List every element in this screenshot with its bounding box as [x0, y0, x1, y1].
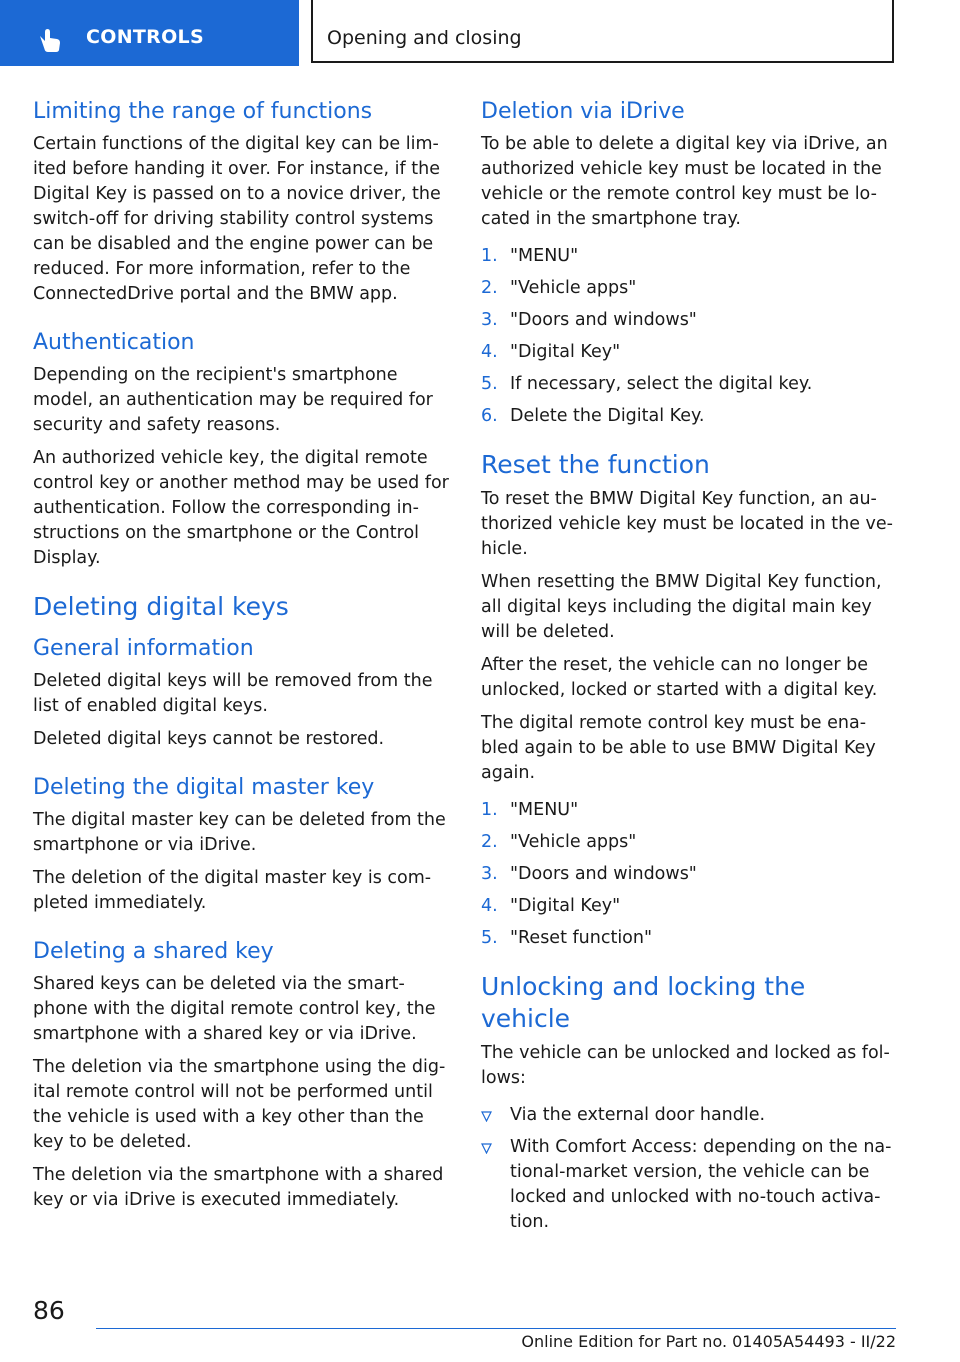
paragraph: Deleted digital keys cannot be restored.	[33, 729, 385, 749]
step-number: 1.	[481, 246, 498, 266]
step-number: 5.	[481, 928, 498, 948]
list-item	[481, 340, 899, 365]
step-number: 4.	[481, 342, 498, 362]
heading-limiting: Limiting the range of functions	[33, 99, 373, 124]
heading-general-info: General information	[33, 636, 254, 661]
step-text: Delete the Digital Key.	[510, 406, 705, 426]
list-item	[481, 926, 899, 951]
step-number: 4.	[481, 896, 498, 916]
paragraph: The digital remote control key must be ena-bled again to be able to use BMW Digital Key again.	[481, 713, 876, 783]
step-number: 5.	[481, 374, 498, 394]
triangle-bullet-icon	[481, 1143, 492, 1154]
heading-deletion-idrive: Deletion via iDrive	[481, 99, 685, 124]
section-tab	[0, 0, 299, 66]
paragraph: The vehicle can be unlocked and locked as fol-lows:	[481, 1043, 890, 1088]
heading-authentication: Authentication	[33, 330, 195, 355]
paragraph: The deletion via the smartphone with a shared key or via iDrive is executed immediately.	[33, 1165, 444, 1210]
list-item	[481, 830, 899, 855]
section-label: CONTROLS	[86, 26, 204, 48]
step-text: "Doors and windows"	[510, 864, 697, 884]
step-number: 3.	[481, 310, 498, 330]
bullet-text: Via the external door handle.	[510, 1105, 766, 1125]
paragraph: Deleted digital keys will be removed from the list of enabled digital keys.	[33, 671, 433, 716]
step-number: 6.	[481, 406, 498, 426]
hand-pointer-icon	[36, 26, 64, 54]
step-text: "Doors and windows"	[510, 310, 697, 330]
paragraph: To reset the BMW Digital Key function, an au-thorized vehicle key must be located in the ve-hicle.	[481, 489, 893, 559]
paragraph: Shared keys can be deleted via the smart-phone with the digital remote control key, the smartphone with a shared key or via iDrive.	[33, 974, 436, 1044]
paragraph: Depending on the recipient's smartphone model, an authentication may be required for security and safety reasons.	[33, 365, 433, 435]
paragraph: The deletion of the digital master key is com-pleted immediately.	[33, 868, 432, 913]
step-text: "Vehicle apps"	[510, 278, 637, 298]
footer-divider	[96, 1328, 896, 1329]
list-item	[481, 894, 899, 919]
step-text: "Reset function"	[510, 928, 653, 948]
chapter-title-box	[311, 0, 894, 63]
paragraph: When resetting the BMW Digital Key function, all digital keys including the digital main key will be deleted.	[481, 572, 882, 642]
step-text: "MENU"	[510, 246, 579, 266]
heading-unlocking-locking: Unlocking and locking the vehicle	[481, 972, 806, 1033]
heading-reset-function: Reset the function	[481, 450, 710, 479]
idrive-steps	[481, 244, 899, 429]
page-number: 86	[33, 1296, 65, 1325]
left-column	[33, 98, 451, 1221]
heading-master-key: Deleting the digital master key	[33, 775, 375, 800]
step-number: 2.	[481, 278, 498, 298]
paragraph: An authorized vehicle key, the digital remote control key or another method may be used for authentication. Follow the corresponding in-structions on the smartphone or the Control Display.	[33, 448, 449, 568]
page-header	[0, 0, 960, 66]
triangle-bullet-icon	[481, 1111, 492, 1122]
paragraph: The deletion via the smartphone using the dig-ital remote control will not be performed until the vehicle is used with a key other than the key to be deleted.	[33, 1057, 446, 1152]
reset-steps	[481, 798, 899, 951]
step-text: "MENU"	[510, 800, 579, 820]
right-column	[481, 98, 899, 1242]
bullet-text: With Comfort Access: depending on the na-tional-market version, the vehicle can be locked and unlocked with no-touch activa-tion.	[510, 1137, 892, 1232]
list-item	[481, 1135, 899, 1235]
list-item	[481, 372, 899, 397]
list-item	[481, 308, 899, 333]
paragraph: To be able to delete a digital key via iDrive, an authorized vehicle key must be located in the vehicle or the remote control key must be lo-cated in the smartphone tray.	[481, 134, 888, 229]
edition-note: Online Edition for Part no. 01405A54493 - II/22	[521, 1332, 896, 1351]
list-item	[481, 1103, 899, 1128]
chapter-title: Opening and closing	[327, 27, 522, 49]
list-item	[481, 404, 899, 429]
unlock-methods	[481, 1103, 899, 1235]
step-text: "Vehicle apps"	[510, 832, 637, 852]
step-number: 2.	[481, 832, 498, 852]
list-item	[481, 276, 899, 301]
step-text: "Digital Key"	[510, 342, 621, 362]
list-item	[481, 862, 899, 887]
paragraph: After the reset, the vehicle can no longer be unlocked, locked or started with a digital key.	[481, 655, 878, 700]
step-text: "Digital Key"	[510, 896, 621, 916]
heading-deleting-keys: Deleting digital keys	[33, 592, 289, 621]
list-item	[481, 798, 899, 823]
step-number: 3.	[481, 864, 498, 884]
step-text: If necessary, select the digital key.	[510, 374, 813, 394]
list-item	[481, 244, 899, 269]
paragraph: Certain functions of the digital key can be lim-ited before handing it over. For instance, if the Digital Key is passed on to a novice driver, the switch-off for driving stability control systems can be disabled and the engine power can be reduced. For more information, refer to the ConnectedDrive portal and the BMW app.	[33, 134, 441, 304]
paragraph: The digital master key can be deleted from the smartphone or via iDrive.	[33, 810, 446, 855]
step-number: 1.	[481, 800, 498, 820]
heading-shared-key: Deleting a shared key	[33, 939, 274, 964]
